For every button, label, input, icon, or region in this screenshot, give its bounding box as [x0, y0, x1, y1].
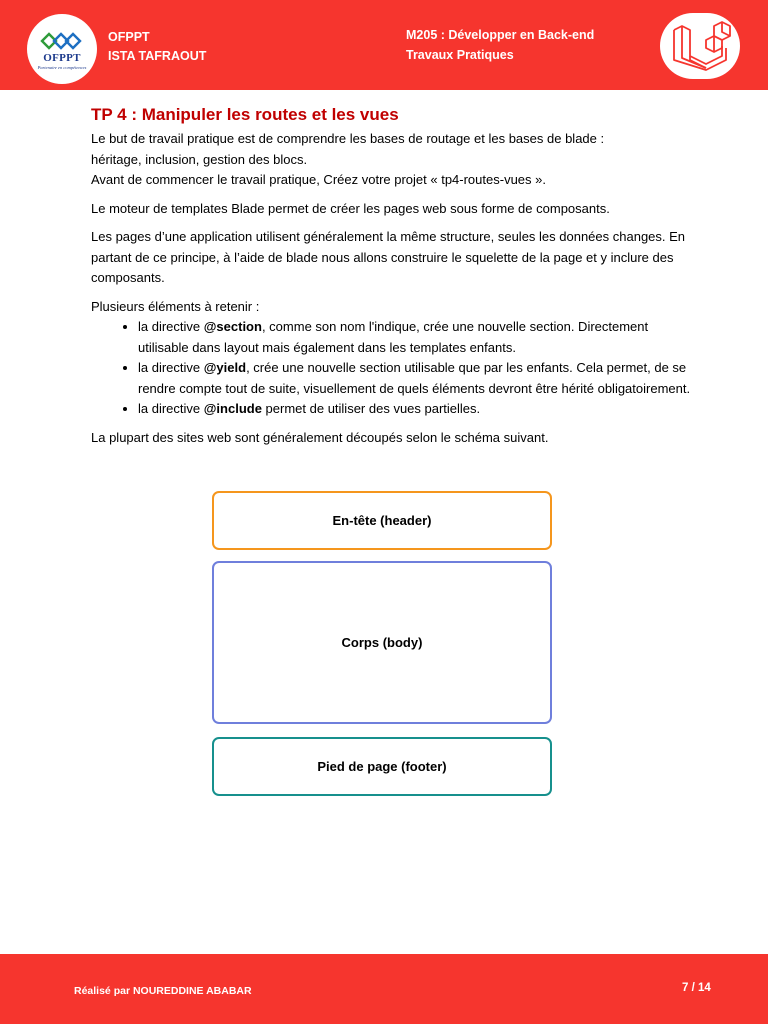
page-header [0, 0, 768, 90]
elements-intro: Plusieurs éléments à retenir : [91, 298, 260, 314]
directive-keyword: @include [203, 401, 262, 416]
blade-paragraph: Le moteur de templates Blade permet de créer les pages web sous forme de composants. [91, 200, 610, 216]
intro-line: héritage, inclusion, gestion des blocs. [91, 151, 308, 167]
body-box: Corps (body) [212, 561, 552, 724]
footer-box: Pied de page (footer) [212, 737, 552, 796]
course-block [406, 25, 594, 65]
laravel-icon [668, 20, 732, 72]
main-content [91, 103, 691, 456]
list-item: • la directive @section, comme son nom l'indique, crée une nouvelle section. Directement utilisable dans layout mais également dans les templates enfants. [138, 317, 691, 358]
page-title: TP 4 : Manipuler les routes et les vues [91, 105, 399, 124]
directives-list [91, 317, 691, 420]
author-credit: Réalisé par NOUREDDINE ABABAR [74, 985, 252, 997]
list-item: • la directive @include permet de utiliser des vues partielles. [138, 399, 691, 420]
intro-line: Le but de travail pratique est de comprendre les bases de routage et les bases de blade : [91, 131, 605, 146]
closing-paragraph: La plupart des sites web sont généralement découpés selon le schéma suivant. [91, 429, 549, 445]
laravel-logo [660, 13, 740, 79]
logo-tagline: Partenaire en compétences [37, 64, 87, 70]
ofppt-rings-icon [40, 31, 84, 51]
page-number: 7 / 14 [682, 982, 711, 994]
organization-block [108, 28, 206, 66]
institute-name: ISTA TAFRAOUT [108, 49, 207, 63]
list-item: • la directive @yield, crée une nouvelle section utilisable que par les enfants. Cela permet, de se rendre compte tout de suite, visuellement de quels éléments devront être hérité obligatoirement. [138, 358, 691, 399]
document-type: Travaux Pratiques [406, 48, 514, 62]
intro-line: Avant de commencer le travail pratique, Créez votre projet « tp4-routes-vues ». [91, 172, 546, 187]
organization-name: OFPPT [108, 30, 150, 44]
header-box: En-tête (header) [212, 491, 552, 550]
logo-wordmark: OFPPT [43, 51, 81, 64]
structure-paragraph: Les pages d’une application utilisent généralement la même structure, seules les données changes. En partant de ce principe, à l’aide de blade nous allons construire le squelette de la page et y inclure des composants. [91, 229, 686, 285]
module-title: M205 : Développer en Back-end [406, 28, 595, 42]
directive-keyword: @section [203, 319, 262, 334]
ofppt-logo [27, 14, 97, 84]
page-footer [0, 954, 768, 1024]
directive-keyword: @yield [203, 360, 247, 375]
